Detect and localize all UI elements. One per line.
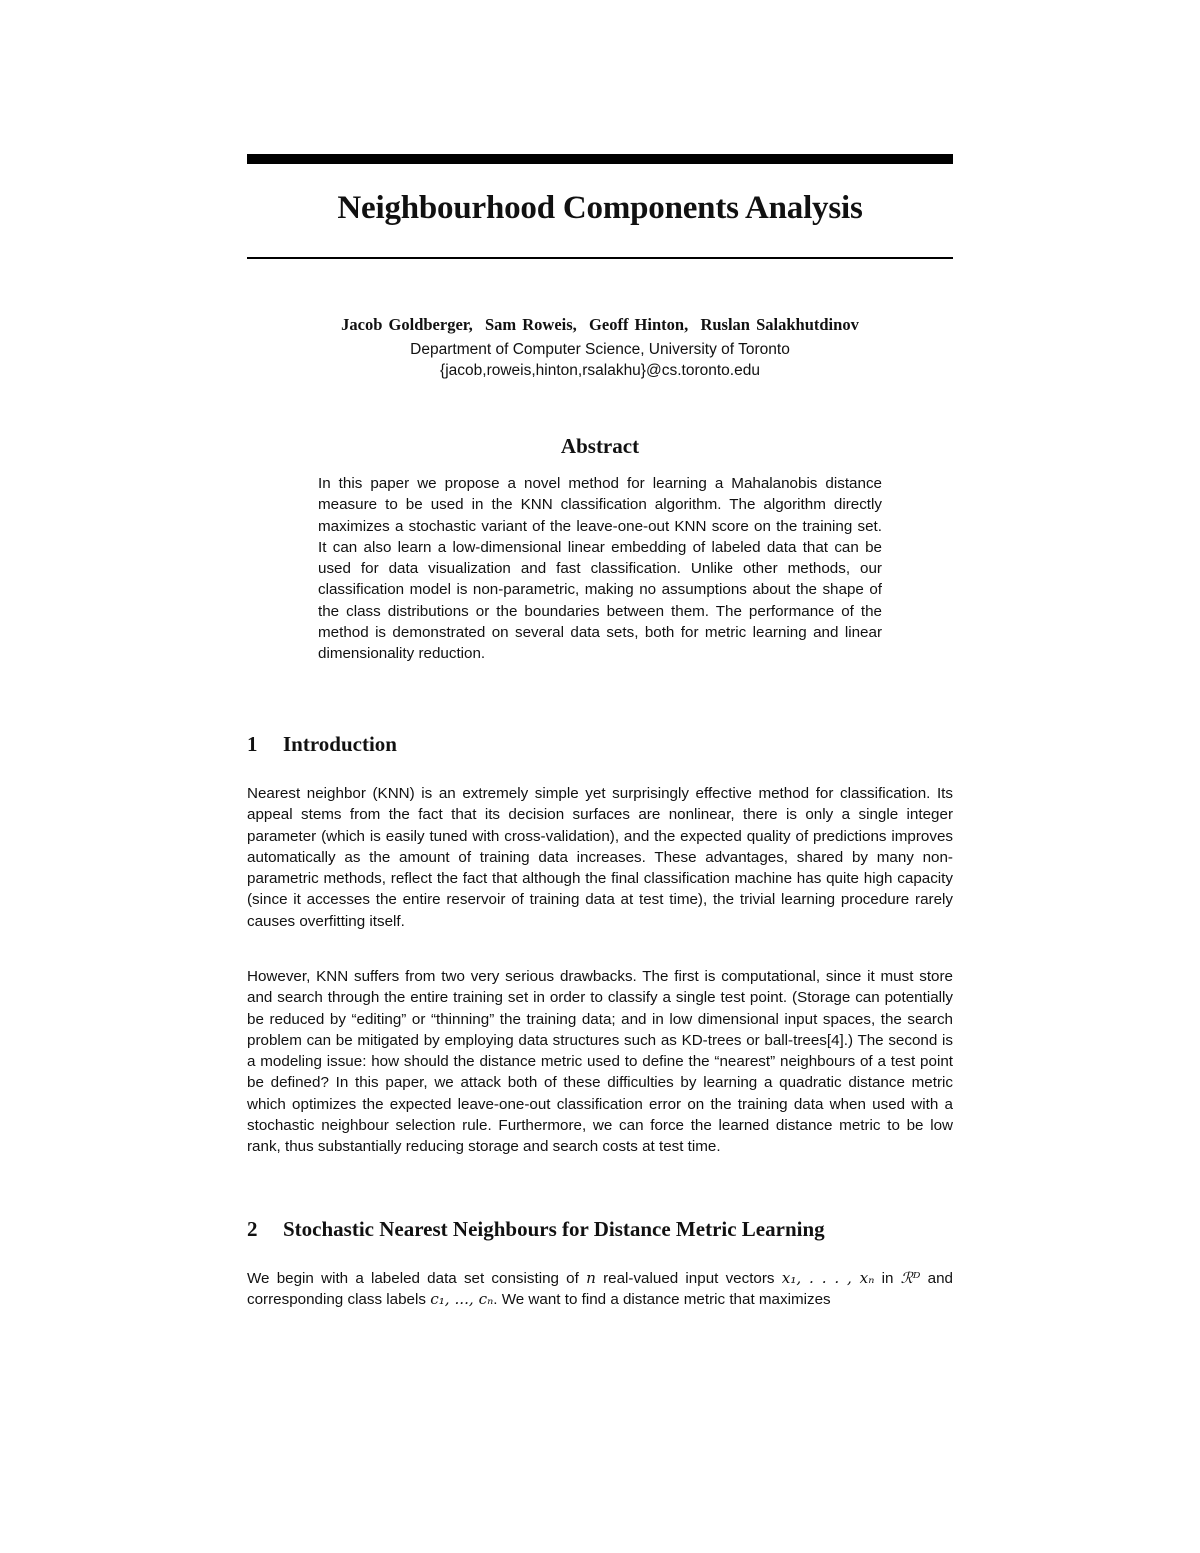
affiliation: Department of Computer Science, University of Toronto: [410, 341, 790, 358]
section-title: Stochastic Nearest Neighbours for Distance Metric Learning: [283, 1217, 825, 1241]
text-run: in: [874, 1270, 901, 1287]
author-emails: {jacob,roweis,hinton,rsalakhu}@cs.toronto.edu: [440, 362, 760, 379]
text-run: . We want to find a distance metric that maximizes: [493, 1291, 831, 1309]
text-run: real-valued input vectors: [595, 1270, 782, 1287]
intro-paragraph-1: [247, 783, 953, 932]
paper-title: Neighbourhood Components Analysis: [337, 190, 863, 226]
section-heading-stochastic-nn: [247, 1217, 953, 1242]
section2-paragraph-1: [247, 1268, 953, 1311]
math-class-labels: c₁, ..., cₙ: [430, 1290, 494, 1309]
abstract-heading: Abstract: [560, 434, 640, 458]
section-number: 1: [247, 732, 258, 756]
math-n: n: [586, 1269, 596, 1287]
abstract-text: In this paper we propose a novel method for learning a Mahalanobis distance measure to be used in the KNN classification algorithm. The algorithm directly maximizes a stochastic variant of the leave-one-out KNN score on the training set. It can also learn a low-dimensional linear embedding of labeled data that can be used for data visualization and fast classification. Unlike other methods, our classification model is non-parametric, making no assumptions about the shape of the class distributions or the boundaries between them. The performance of the method is demonstrated on several data sets, both for metric learning and linear dimensionality reduction.: [318, 475, 882, 663]
math-input-vectors: x₁, . . . , xₙ: [781, 1269, 875, 1287]
title-top-rule: [247, 154, 953, 164]
intro-paragraph-2: [247, 966, 953, 1158]
section-title: Introduction: [283, 732, 397, 756]
math-space: ℛᴰ: [900, 1269, 921, 1287]
section-number: 2: [247, 1217, 258, 1241]
paragraph-text: [247, 1268, 953, 1311]
section-heading-introduction: [247, 732, 953, 757]
affiliation-block: [247, 339, 953, 381]
paragraph-text: Nearest neighbor (KNN) is an extremely simple yet surprisingly effective method for classification. Its appeal stems from the fact that its decision surfaces are nonlinear, there is only a single integer parameter (which is easily tuned with cross-validation), and the expected quality of predictions improves automatically as the amount of training data increases. These advantages, shared by many non-parametric methods, reflect the fact that although the final classification machine has quite high capacity (since it accesses the entire reservoir of training data at test time), the trivial learning procedure rarely causes overfitting itself.: [247, 785, 953, 930]
text-run: and corresponding class labels: [247, 1270, 954, 1309]
title-bottom-rule: [247, 257, 953, 259]
author-list: Jacob Goldberger, Sam Roweis, Geoff Hinton, Ruslan Salakhutdinov: [341, 315, 859, 334]
paragraph-text: However, KNN suffers from two very serious drawbacks. The first is computational, since it must store and search through the entire training set in order to classify a single test point. (Storage can potentially be reduced by “editing” or “thinning” the training data; and in low dimensional input spaces, the search problem can be mitigated by employing data structures such as KD-trees or ball-trees[4].) The second is a modeling issue: how should the distance metric used to define the “nearest” neighbours of a test point be defined? In this paper, we attack both of these difficulties by learning a quadratic distance metric which optimizes the expected leave-one-out classification error on the training data when used with a stochastic neighbour selection rule. Furthermore, we can force the learned distance metric to be low rank, thus substantially reducing storage and search costs at test time.: [247, 968, 953, 1156]
text-run: We begin with a labeled data set consisting of: [247, 1270, 587, 1287]
